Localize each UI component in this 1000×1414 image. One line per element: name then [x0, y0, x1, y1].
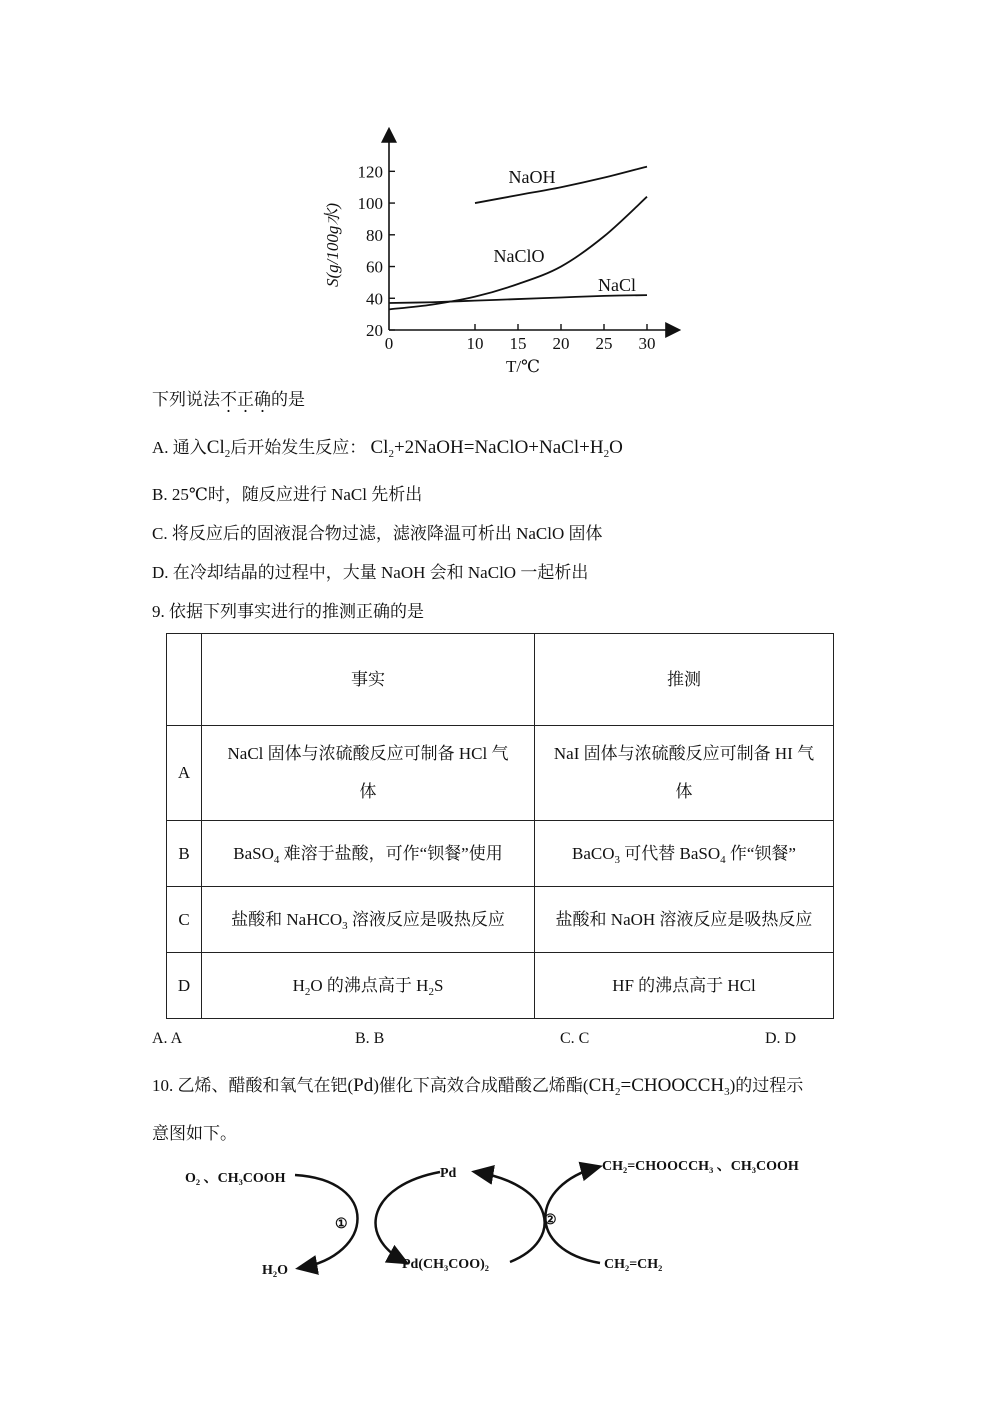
q10-line-1: 10. 乙烯、醋酸和氧气在钯(Pd)催化下高效合成醋酸乙烯酯$(CH_2=CHOOCCH_3)$的过程示 [152, 1075, 804, 1098]
catalytic-cycle-diagram [0, 1140, 1000, 1300]
y-tick-label: 20 [366, 321, 383, 340]
q10-text-b: )催化下高效合成醋酸乙烯酯( [373, 1076, 589, 1095]
x-tick-label: 25 [595, 334, 613, 353]
y-tick-label: 120 [357, 162, 383, 182]
table-row-d [167, 953, 834, 1019]
row-label: B [167, 821, 202, 887]
q9-option-c: C. C [560, 1030, 590, 1047]
q8-a-equation: +2NaOH=NaClO+NaCl+H [393, 437, 604, 458]
table-header-guess: 推测 [535, 634, 834, 726]
q10-formula: =CHOOCCH [620, 1075, 725, 1096]
series-line-naoh [475, 167, 647, 203]
q10-text-c: )的过程示 [729, 1076, 804, 1095]
q10-text-a: 10. 乙烯、醋酸和氧气在钯( [152, 1076, 354, 1095]
x-axis-label: T/℃ [505, 357, 541, 376]
fact-post: 溶液反应是吸热反应 [351, 909, 505, 929]
y-tick-label: 80 [366, 225, 383, 245]
q8-option-a: A. 通入$Cl_2$后开始发生反应： $Cl_2+2NaOH=NaClO+NaCl+H_2O$ [152, 437, 623, 460]
row-label: C [167, 887, 202, 953]
row-label: A [167, 726, 202, 821]
acetate-to-pd-arc [476, 1172, 545, 1262]
table-header-row [167, 634, 834, 726]
table-row-b [167, 821, 834, 887]
q8-option-c: C. 将反应后的固液混合物过滤，滤液降温可析出 NaClO 固体 [152, 524, 603, 543]
q8-a-prefix: A. 通入 [152, 438, 207, 457]
q9-option-b: B. B [355, 1030, 385, 1047]
guess-line-1: NaI 固体与浓硫酸反应可制备 HI 气 [553, 744, 815, 763]
reactant-ethylene: CH₂=CH₂ [604, 1257, 663, 1272]
table-row-a [167, 726, 834, 821]
x-tick-label: 20 [552, 334, 570, 353]
pd-to-acetate-arc [376, 1172, 440, 1262]
q10-pd: Pd [353, 1075, 374, 1096]
series-label-nacl: NaCl [598, 275, 636, 295]
q8-option-b: B. 25℃时，随反应进行 NaCl 先析出 [152, 485, 423, 504]
product-vinyl-acetate: CH₂=CHOOCCH₃ 、CH₃COOH [602, 1159, 799, 1174]
guess-cell: 盐酸和 NaOH 溶液反应是吸热反应 [535, 887, 834, 953]
fact-cell: $H_2O$ 的沸点高于 $H_2S$ [202, 953, 535, 1019]
step-2-marker: ② [544, 1213, 557, 1228]
fact-text: 难溶于盐酸，可作“钡餐”使用 [283, 843, 503, 863]
solubility-chart [0, 0, 1000, 400]
table-header-blank [167, 634, 202, 726]
chart-axes [389, 130, 678, 330]
x-tick-label: 30 [638, 334, 656, 353]
guess-cell [535, 726, 834, 821]
chart-series [389, 167, 647, 310]
table-header-fact: 事实 [202, 634, 535, 726]
guess-cell: HF 的沸点高于 HCl [535, 953, 834, 1019]
guess-line-2: 体 [675, 782, 693, 801]
guess-end: 作“钡餐” [729, 843, 796, 863]
fact-line-2: 体 [359, 782, 377, 801]
table-row-c [167, 887, 834, 953]
q9-stem: 9. 依据下列事实进行的推测正确的是 [152, 602, 424, 621]
q8-intro [152, 389, 305, 411]
q10-line-2: 意图如下。 [152, 1124, 237, 1143]
pd-catalyst: Pd [440, 1166, 457, 1181]
intro-text: 下列说法不正确的是 [152, 390, 305, 409]
series-label-naclo: NaClO [493, 246, 545, 266]
fact-cell: 盐酸和 NaHCO$_3$ 溶液反应是吸热反应 [202, 887, 535, 953]
q8-option-d: D. 在冷却结晶的过程中，大量 NaOH 会和 NaClO 一起析出 [152, 563, 589, 582]
q8-a-mid: 后开始发生反应： [230, 438, 367, 457]
series-label-naoh: NaOH [508, 167, 556, 187]
reactant-o2-acetic-acid: O₂ 、CH₃COOH [185, 1171, 286, 1186]
y-tick-label: 60 [366, 257, 383, 277]
y-tick-label: 40 [366, 289, 383, 309]
guess-mid: 可代替 [624, 843, 676, 863]
series-line-nacl [389, 295, 647, 303]
product-water: H₂O [262, 1263, 288, 1278]
fact-mid: O 的沸点高于 H [310, 975, 429, 995]
pd-acetate: Pd(CH₃COO)₂ [402, 1257, 489, 1272]
x-tick-label: 0 [384, 334, 394, 353]
q9-option-d: D. D [765, 1030, 797, 1047]
row-label: D [167, 953, 202, 1019]
step-1-marker: ① [335, 1217, 348, 1232]
fact-line-1: NaCl 固体与浓硫酸反应可制备 HCl 气 [227, 744, 509, 763]
y-axis-label: S(g/100g水) [323, 202, 342, 288]
x-tick-label: 10 [466, 334, 484, 353]
y-tick-label: 100 [357, 194, 383, 214]
cycle1-left-arc [295, 1175, 358, 1268]
x-tick-label: 15 [509, 334, 527, 353]
guess-cell: BaCO$_3$ 可代替 BaSO$_4$ 作“钡餐” [535, 821, 834, 887]
fact-pre: 盐酸和 NaHCO [231, 909, 343, 929]
fact-cell: BaSO$_4$ 难溶于盐酸，可作“钡餐”使用 [202, 821, 535, 887]
q9-table [166, 633, 834, 1019]
fact-cell [202, 726, 535, 821]
q9-option-a: A. A [152, 1030, 183, 1047]
